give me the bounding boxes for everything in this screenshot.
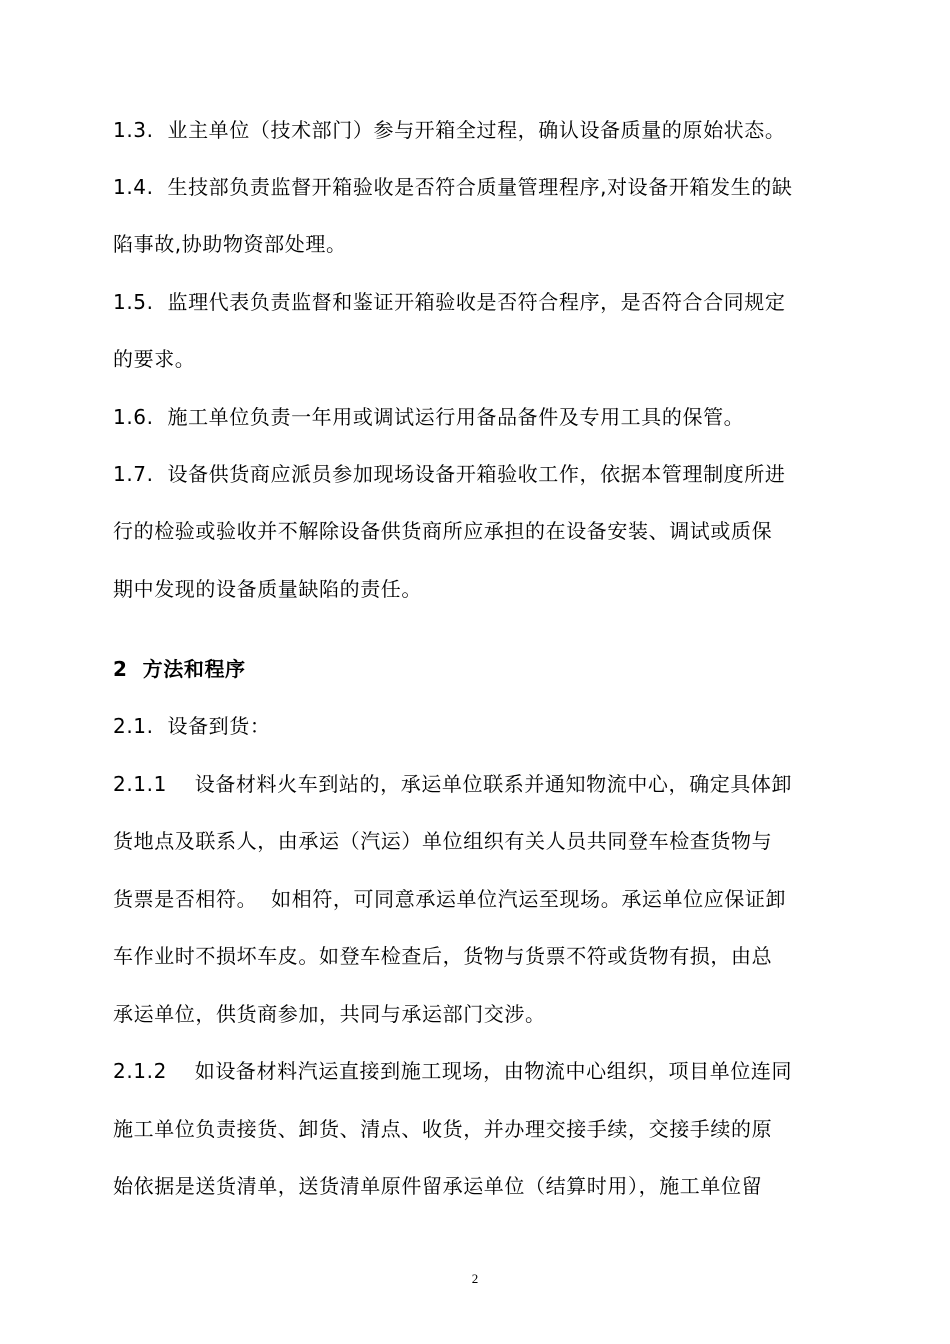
text-line-2-1-2-cont-1: 施工单位负责接货、卸货、清点、收货，并办理交接手续，交接手续的原 (113, 1117, 773, 1141)
text-line-1-3: 1.3. 业主单位（技术部门）参与开箱全过程，确认设备质量的原始状态。 (113, 118, 786, 142)
text-line-1-7: 1.7. 设备供货商应派员参加现场设备开箱验收工作，依据本管理制度所进 (113, 462, 786, 486)
text-line-2-1-1: 2.1.1 设备材料火车到站的，承运单位联系并通知物流中心，确定具体卸 (113, 772, 793, 796)
text-line-2-1-1-cont-1: 货地点及联系人，由承运（汽运）单位组织有关人员共同登车检查货物与 (113, 829, 773, 853)
text-line-2-1-2-cont-2: 始依据是送货清单，送货清单原件留承运单位（结算时用），施工单位留 (113, 1174, 763, 1198)
section-heading-2: 2 方法和程序 (113, 657, 246, 681)
text-line-1-5: 1.5. 监理代表负责监督和鉴证开箱验收是否符合程序，是否符合合同规定 (113, 290, 786, 314)
page-number: 2 (471, 1271, 479, 1286)
text-line-2-1: 2.1. 设备到货： (113, 714, 271, 738)
text-line-2-1-1-cont-3: 车作业时不损坏车皮。如登车检查后，货物与货票不符或货物有损，由总 (113, 944, 773, 968)
text-line-1-4: 1.4. 生技部负责监督开箱验收是否符合质量管理程序,对设备开箱发生的缺 (113, 175, 793, 199)
text-line-1-5-cont: 的要求。 (113, 347, 196, 371)
text-line-2-1-2: 2.1.2 如设备材料汽运直接到施工现场，由物流中心组织，项目单位连同 (113, 1059, 793, 1083)
text-line-2-1-1-cont-4: 承运单位，供货商参加，共同与承运部门交涉。 (113, 1002, 546, 1026)
text-line-1-4-cont: 陷事故,协助物资部处理。 (113, 232, 347, 256)
text-line-2-1-1-cont-2: 货票是否相符。 如相符，可同意承运单位汽运至现场。承运单位应保证卸 (113, 887, 787, 911)
text-line-1-6: 1.6. 施工单位负责一年用或调试运行用备品备件及专用工具的保管。 (113, 405, 745, 429)
text-line-1-7-cont-1: 行的检验或验收并不解除设备供货商所应承担的在设备安装、调试或质保 (113, 519, 773, 543)
text-line-1-7-cont-2: 期中发现的设备质量缺陷的责任。 (113, 577, 422, 601)
